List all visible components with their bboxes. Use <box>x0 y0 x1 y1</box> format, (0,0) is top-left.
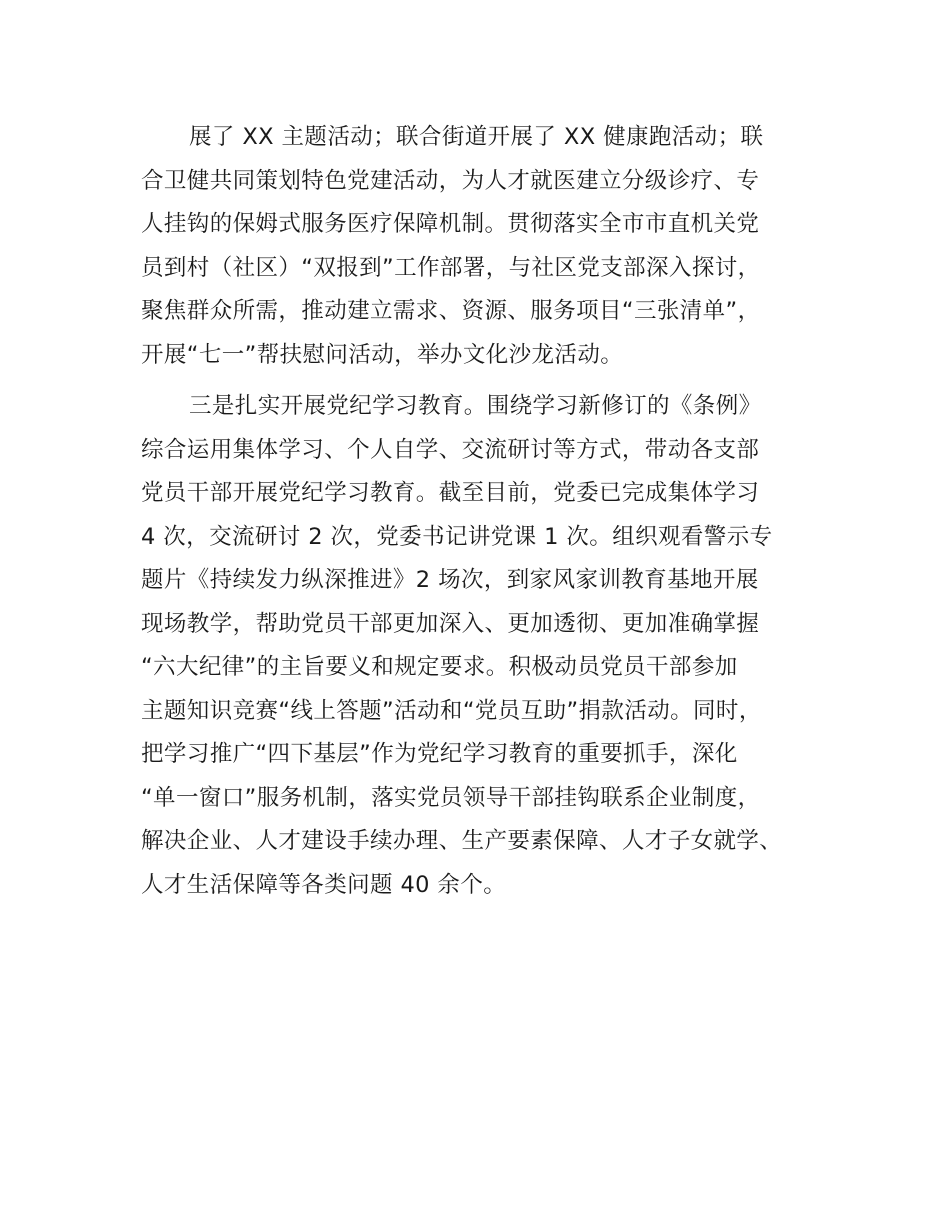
paragraph-continuation <box>141 116 841 377</box>
text-line: 开展“七一”帮扶慰问活动，举办文化沙龙活动。 <box>141 341 624 368</box>
text-line: 展了 XX 主题活动；联合街道开展了 XX 健康跑活动；联 <box>189 124 764 150</box>
text-line: 把学习推广“四下基层”作为党纪学习教育的重要抓手，深化 <box>141 741 738 767</box>
text-line: 党员干部开展党纪学习教育。截至目前，党委已完成集体学习 <box>141 480 760 506</box>
text-line: 合卫健共同策划特色党建活动，为人才就医建立分级诊疗、专 <box>141 167 760 194</box>
text-line: “六大纪律”的主旨要义和规定要求。积极动员党员干部参加 <box>141 654 738 680</box>
paragraph-gap <box>141 377 841 385</box>
text-line: 人挂钩的保姆式服务医疗保障机制。贯彻落实全市市直机关党 <box>141 211 760 237</box>
text-line: 综合运用集体学习、个人自学、交流研讨等方式，带动各支部 <box>141 436 760 463</box>
paragraph-party-discipline <box>141 385 841 907</box>
text-line: “单一窗口”服务机制，落实党员领导干部挂钩联系企业制度， <box>141 784 761 811</box>
text-line: 三是扎实开展党纪学习教育。围绕学习新修订的《条例》 <box>189 393 762 419</box>
body-text <box>141 116 841 907</box>
text-line: 人才生活保障等各类问题 40 余个。 <box>141 871 507 898</box>
text-line: 解决企业、人才建设手续办理、生产要素保障、人才子女就学、 <box>141 828 783 854</box>
text-line: 题片《持续发力纵深推进》2 场次，到家风家训教育基地开展 <box>141 567 759 593</box>
text-line: 4 次，交流研讨 2 次，党委书记讲党课 1 次。组织观看警示专 <box>141 523 773 550</box>
text-line: 现场教学，帮助党员干部更加深入、更加透彻、更加准确掌握 <box>141 610 760 637</box>
text-line: 员到村（社区）“双报到”工作部署，与社区党支部深入探讨， <box>141 254 761 281</box>
text-line: 主题知识竞赛“线上答题”活动和“党员互助”捐款活动。同时， <box>141 697 762 724</box>
text-line: 聚焦群众所需，推动建立需求、资源、服务项目“三张清单”， <box>141 298 761 324</box>
